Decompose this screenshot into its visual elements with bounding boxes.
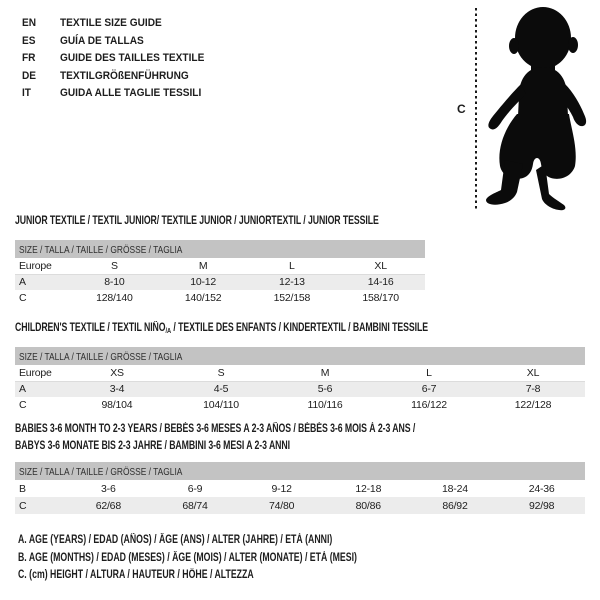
size-cell: 18-24 — [442, 482, 468, 495]
size-cell: 12-13 — [248, 274, 337, 290]
size-header-label: SIZE / TALLA / TAILLE / GRÖSSE / TAGLIA — [19, 244, 183, 256]
size-cell: 3-6 — [101, 482, 116, 495]
size-cell: 110/116 — [307, 399, 343, 411]
language-title: TEXTILGRÖßENFÜHRUNG — [60, 69, 189, 82]
children-size-table — [15, 347, 585, 413]
size-cell: 104/110 — [203, 399, 239, 411]
language-code: EN — [22, 17, 37, 29]
row-label: Europe — [15, 258, 70, 274]
size-cell: 7-8 — [481, 381, 585, 397]
language-row — [22, 83, 217, 101]
table-row — [15, 258, 425, 274]
size-cell: 86/92 — [412, 497, 499, 514]
language-title: GUIDA ALLE TAGLIE TESSILI — [60, 87, 202, 100]
size-cell: 6-7 — [377, 381, 481, 397]
size-header-label: SIZE / TALLA / TAILLE / GRÖSSE / TAGLIA — [19, 351, 183, 363]
size-cell: XS — [65, 365, 169, 381]
size-cell: L — [377, 365, 481, 381]
size-cell: 9-12 — [271, 482, 292, 495]
legend-line-b: B. AGE (MONTHS) / EDAD (MESES) / ÂGE (MOIS) / ALTER (MONATE) / ETÀ (MESI) — [18, 551, 357, 564]
table-row — [15, 290, 425, 306]
size-cell: M — [159, 258, 248, 274]
size-cell: 80/86 — [325, 497, 412, 514]
size-cell: 8-10 — [70, 274, 159, 290]
table-row — [15, 480, 585, 497]
row-label: Europe — [15, 365, 65, 381]
babies-title-line1: BABIES 3-6 MONTH TO 2-3 YEARS / BEBÉS 3-6 MESES A 2-3 AÑOS / BÉBÉS 3-6 MOIS À 2-3 ANS / — [15, 423, 416, 435]
children-title-subscript: /A — [165, 326, 172, 335]
size-header-row — [15, 462, 585, 480]
size-cell: 98/104 — [101, 399, 133, 411]
size-cell: L — [248, 258, 337, 274]
size-cell: 68/74 — [152, 497, 239, 514]
size-header-row — [15, 240, 425, 258]
language-row — [22, 48, 217, 66]
size-cell: XL — [336, 258, 425, 274]
language-title: GUIDE DES TAILLES TEXTILE — [60, 52, 205, 65]
size-header-bar — [15, 240, 425, 258]
size-cell: 5-6 — [273, 381, 377, 397]
legend — [18, 534, 464, 587]
row-label: C — [19, 292, 27, 304]
language-code: DE — [22, 69, 37, 82]
babies-section-title — [15, 421, 415, 455]
size-cell: 140/152 — [184, 292, 222, 304]
language-row — [22, 31, 217, 49]
height-dotted-line — [475, 8, 477, 209]
table-row — [15, 365, 585, 381]
size-cell: M — [273, 365, 377, 381]
babies-title-line2: BABYS 3-6 MONATE BIS 2-3 JAHRE / BAMBINI 3-6 MESI A 2-3 ANNI — [15, 440, 291, 452]
language-code: FR — [22, 52, 36, 65]
babies-size-table — [15, 462, 585, 514]
size-cell: 14-16 — [336, 274, 425, 290]
size-cell: 10-12 — [159, 274, 248, 290]
legend-line-a: A. AGE (YEARS) / EDAD (AÑOS) / ÂGE (ANS) / ALTER (JAHRE) / ETÀ (ANNI) — [18, 534, 333, 546]
size-cell: 92/98 — [498, 497, 585, 514]
size-cell: 116/122 — [411, 399, 447, 411]
size-cell: 62/68 — [65, 497, 152, 514]
language-code: IT — [22, 87, 31, 100]
row-label: A — [15, 274, 70, 290]
row-label: B — [19, 482, 26, 495]
size-cell: 6-9 — [187, 482, 203, 495]
language-code: ES — [22, 34, 36, 47]
legend-line-c: C. (cm) HEIGHT / ALTURA / HAUTEUR / HÖHE / ALTEZZA — [18, 569, 254, 582]
size-cell: S — [70, 258, 159, 274]
row-label: A — [15, 381, 65, 397]
language-row — [22, 66, 217, 84]
language-title-list — [22, 13, 217, 101]
table-row — [15, 274, 425, 290]
row-label: C — [15, 497, 65, 514]
size-cell: 12-18 — [355, 482, 382, 495]
size-cell: 128/140 — [96, 292, 133, 304]
size-cell: 24-36 — [528, 482, 555, 495]
row-label: C — [19, 399, 27, 411]
size-header-bar — [15, 347, 585, 365]
size-cell: XL — [481, 365, 585, 381]
table-row — [15, 381, 585, 397]
language-row — [22, 13, 217, 31]
size-cell: 158/170 — [362, 292, 399, 304]
size-cell: S — [169, 365, 273, 381]
size-cell: 4-5 — [169, 381, 273, 397]
size-header-label: SIZE / TALLA / TAILLE / GRÖSSE / TAGLIA — [19, 466, 183, 478]
children-section-title — [15, 322, 428, 335]
junior-size-table — [15, 240, 425, 306]
junior-section-title: JUNIOR TEXTILE / TEXTIL JUNIOR/ TEXTILE JUNIOR / JUNIORTEXTIL / JUNIOR TESSILE — [15, 215, 379, 227]
children-title-text: / TEXTILE DES ENFANTS / KINDERTEXTIL / BAMBINI TESSILE — [171, 322, 428, 334]
size-cell: 122/128 — [514, 399, 552, 411]
table-row — [15, 397, 585, 413]
children-title-text: CHILDREN'S TEXTILE / TEXTIL NIÑO — [15, 322, 166, 334]
size-header-bar — [15, 462, 585, 480]
size-cell: 152/158 — [273, 292, 311, 304]
language-title: TEXTILE SIZE GUIDE — [60, 17, 162, 29]
height-marker-label: C — [457, 102, 466, 116]
language-title: GUÍA DE TALLAS — [60, 34, 144, 47]
baby-silhouette-icon — [483, 4, 598, 211]
size-cell: 3-4 — [65, 381, 169, 397]
size-header-row — [15, 347, 585, 365]
table-row — [15, 497, 585, 514]
size-cell: 74/80 — [238, 497, 325, 514]
baby-figure — [440, 0, 600, 215]
